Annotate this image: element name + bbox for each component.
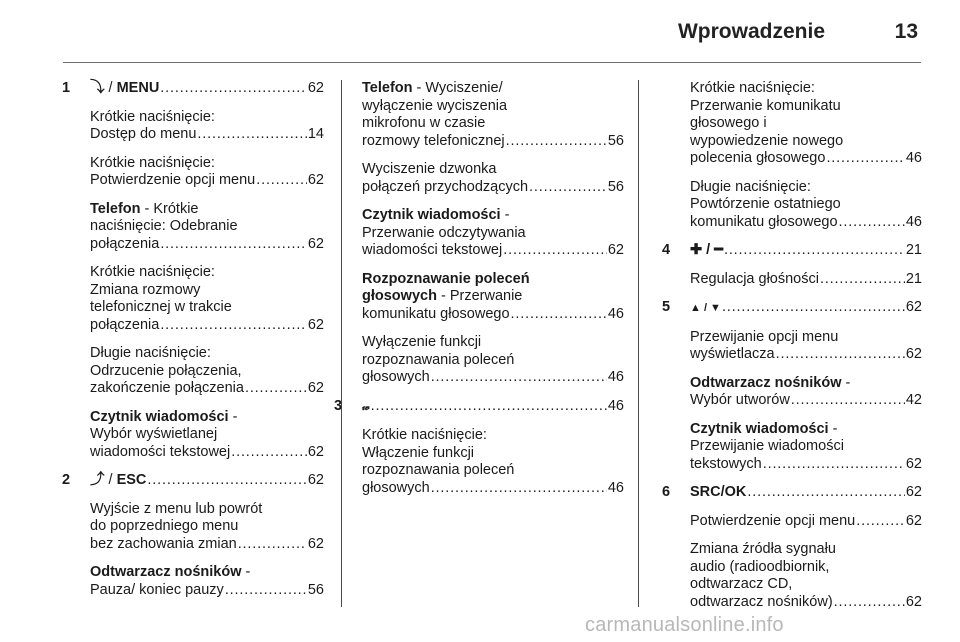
control-item-6 <box>662 484 922 611</box>
page-ref: 46 <box>905 213 922 230</box>
page-ref: 62 <box>307 443 324 460</box>
entry: Czytnik wiadomości - Przerwanie odczytywania wiadomości tekstowej . . . 62 <box>362 207 624 260</box>
page-ref: 14 <box>307 126 324 142</box>
entry: Przewijanie opcji menu wyświetlacza . . . 62 <box>690 329 922 364</box>
page-ref: 62 <box>905 455 922 472</box>
item-number: 2 <box>62 472 71 488</box>
entry <box>690 242 922 260</box>
page-ref: 46 <box>905 150 922 166</box>
control-item-2 <box>62 472 324 599</box>
entry: Długie naciśnięcie: Odrzucenie połączenia, zakończenie połączenia . . . 62 <box>90 345 324 398</box>
entry: Wyłączenie funkcji rozpoznawania poleceń głosowych . . . 46 <box>362 334 624 387</box>
entry: Zmiana źródła sygnału audio (radioodbiornik, odtwarzacz CD, odtwarzacz nośników) . . . 62 <box>690 541 922 611</box>
entry: Krótkie naciśnięcie: Zmiana rozmowy telefonicznej w trakcie połączenia . . . 62 <box>90 264 324 334</box>
page-ref: 62 <box>307 472 324 488</box>
entry: Wyjście z menu lub powrót do poprzedniego menu bez zachowania zmian . . . 62 <box>90 501 324 554</box>
entry: Rozpoznawanie poleceń głosowych - Przerwanie komunikatu głosowego . . . 46 <box>362 271 624 324</box>
column-1 <box>62 80 324 610</box>
back-arrow-icon: ⤴ <box>90 472 105 488</box>
entry: Odtwarzacz nośników - Pauza/ koniec pauzy . . . 56 <box>90 564 324 599</box>
page-ref: 62 <box>905 346 922 362</box>
control-item-4 <box>662 242 922 288</box>
control-item-3 <box>334 398 624 498</box>
item-number: 1 <box>62 80 71 96</box>
page-ref: 21 <box>905 242 922 258</box>
entry <box>690 484 922 502</box>
item-number: 5 <box>662 299 671 315</box>
entry: Krótkie naciśnięcie: Włączenie funkcji rozpoznawania poleceń głosowych . . . 46 <box>362 427 624 497</box>
page-ref: 62 <box>905 484 922 500</box>
control-item-5 <box>662 299 922 473</box>
page-ref: 56 <box>607 132 624 149</box>
entry: Telefon - Krótkie naciśnięcie: Odebranie połączenia . . . 62 <box>90 201 324 254</box>
column-divider <box>341 80 342 607</box>
control-label: MENU <box>116 80 160 96</box>
entry: Krótkie naciśnięcie: Dostęp do menu . . . 14 <box>90 109 324 144</box>
page-ref: 62 <box>307 380 324 396</box>
entry: Krótkie naciśnięcie: Potwierdzenie opcji menu . . . 62 <box>90 155 324 190</box>
plus-minus-icon: ✚ / ━ <box>690 242 723 258</box>
page-ref: 62 <box>607 242 624 258</box>
page-ref: 21 <box>905 270 922 287</box>
control-label: SRC/OK <box>690 484 747 500</box>
entry: ⤴ / ESC . . . 62 <box>90 472 324 490</box>
entry: Potwierdzenie opcji menu . . . 62 <box>690 513 922 531</box>
control-label: ESC <box>116 472 147 488</box>
entry: Regulacja głośności . . . 21 <box>690 271 922 289</box>
entry <box>690 299 922 318</box>
item-number: 3 <box>334 397 343 414</box>
page-ref: 56 <box>307 581 324 598</box>
column-2 <box>334 80 624 508</box>
page-ref: 46 <box>607 479 624 496</box>
page-ref: 62 <box>905 593 922 610</box>
page-ref: 56 <box>607 178 624 195</box>
header-rule <box>63 62 921 63</box>
page-ref: 62 <box>307 535 324 552</box>
page-ref: 62 <box>307 172 324 188</box>
entry: Telefon - Wyciszenie/ wyłączenie wyciszenia mikrofonu w czasie rozmowy telefonicznej . . . 56 <box>362 80 624 150</box>
page-ref: 62 <box>307 316 324 333</box>
page-title: Wprowadzenie <box>677 20 825 43</box>
voice-control-icon: 𝓌 <box>362 400 370 413</box>
entry: Czytnik wiadomości - Przewijanie wiadomości tekstowych . . . 62 <box>690 421 922 474</box>
continued-entries <box>662 80 922 231</box>
hook-back-icon: ⤵ <box>90 80 105 96</box>
column-divider <box>638 80 639 607</box>
page-ref: 62 <box>905 299 922 315</box>
page-ref: 62 <box>905 512 922 529</box>
up-down-arrows-icon: ▲ / ▼ <box>690 302 721 314</box>
page-ref: 46 <box>607 397 624 414</box>
entry: Długie naciśnięcie: Powtórzenie ostatniego komunikatu głosowego . . . 46 <box>690 179 922 232</box>
control-item-1 <box>62 80 324 461</box>
entry <box>362 398 624 417</box>
page-ref: 62 <box>307 80 324 96</box>
page-ref: 46 <box>607 305 624 322</box>
entry: Czytnik wiadomości - Wybór wyświetlanej wiadomości tekstowej . . . 62 <box>90 409 324 462</box>
column-3 <box>662 80 922 622</box>
watermark: carmanualsonline.info <box>585 614 784 636</box>
entry: ⤵ / MENU . . . 62 <box>90 80 324 98</box>
item-number: 4 <box>662 242 671 258</box>
page-ref: 46 <box>607 369 624 385</box>
page-number: 13 <box>894 20 918 43</box>
page-ref: 62 <box>307 235 324 252</box>
entry: Wyciszenie dzwonka połączeń przychodzących . . . 56 <box>362 161 624 196</box>
page-ref: 42 <box>905 392 922 408</box>
entry: Krótkie naciśnięcie: Przerwanie komunikatu głosowego i wypowiedzenie nowego polecenia głosowego . . . 46 <box>690 80 922 168</box>
item-number: 6 <box>662 484 671 500</box>
entry: Odtwarzacz nośników - Wybór utworów . . . 42 <box>690 375 922 410</box>
